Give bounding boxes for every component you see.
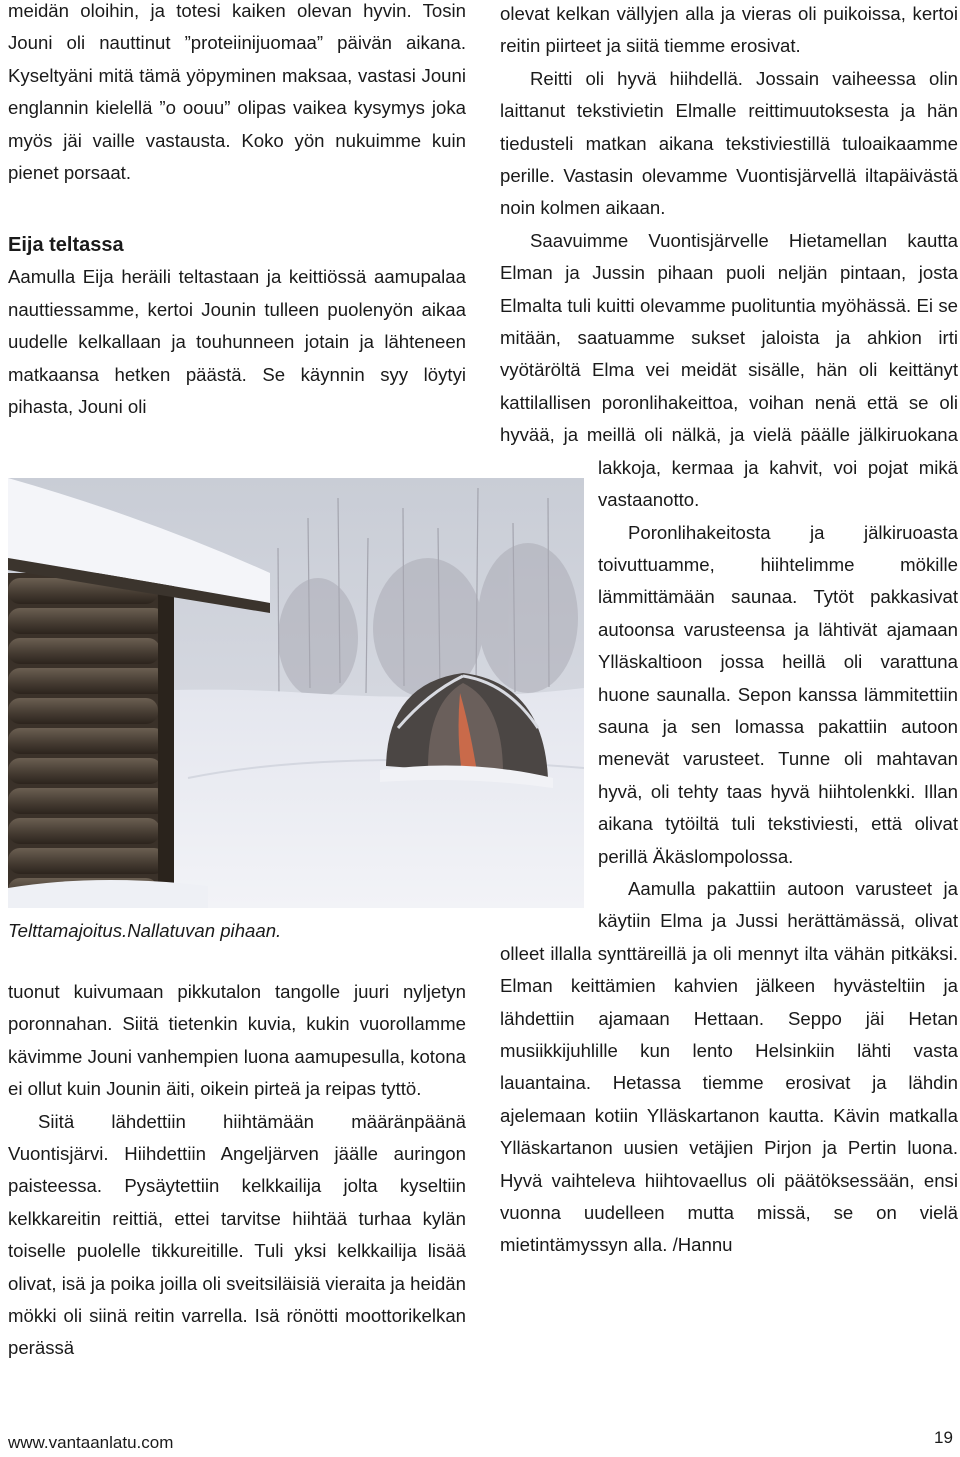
paragraph: Aamulla pakattiin autoon varusteet ja käytiin Elma ja Jussi herättämässä, olivat olleet illalla synttäreillä ja oli mennyt ilta vähän pitkäksi. Elman keittämien kahvien jälkeen hyvästeltiin ja lähdettiin ajamaan Hettaan. Seppo jäi Hetan musiikkijuhlille kun lento Helsinkiin lähti vasta lauantaina. Hetassa tiemme erosivat ja lähdin ajelemaan kotiin Ylläskartanon kautta. Kävin matkalla Ylläskartanon uusien vetäjien Pirjon ja Pertin luona. Hyvä vaihteleva hiihtovaellus oli päätöksessään, ensi vuonna uudelleen mutta missä, se on vielä mietintämyssyn alla. /Hannu [500, 877, 958, 1256]
photo-wrap-spacer [500, 478, 598, 928]
photo-caption: Telttamajoitus.Nallatuvan pihaan. [8, 920, 282, 941]
paragraph: Reitti oli hyvä hiihdellä. Jossain vaiheessa olin laittanut tekstivietin Elmalle reittimuutoksesta ja hän tiedusteli matkan aikana tekstiviestillä tuloaikaamme perille. Vastasin olevamme Vuontisjärvellä iltapäivästä noin kolmen aikaan. [500, 67, 958, 219]
left-column-bottom [8, 976, 466, 1365]
paragraph-text: Saavuimme Vuontisjärvelle Hietamellan kautta Elman ja Jussin pihaan puoli neljän pintaan, josta Elmalta tuli kuitti olevamme puolituntia myöhässä. Ei se mitään, saatuamme sukset jaloista ja ahkion irti vyötäröltä Elma vei meidät sisälle, hän oli keittänyt kattilallisen poronlihakeittoa, voihan nenä että se oli hyvää, ja meillä oli nälkä, ja vielä päälle jälkiruokana lakkoja, kermaa ja kahvit, voi pojat mikä vastaanotto. [500, 229, 958, 511]
section-heading: Eija teltassa [8, 234, 124, 257]
paragraph: Siitä lähdettiin hiihtämään määränpäänä Vuontisjärvi. Hiihdettiin Angeljärven jäälle auringon paisteessa. Pysäytettiin kelkkailija jolta kyseltiin kelkkareitin reittiä, ettei tarvitse hiihtää turhaa kylän toiselle puolelle tikkureitille. Tuli yksi kelkkailija lisää olivat, isä ja poika joilla oli sveitsiläisiä vieraita ja heidän mökki oli siinä reitin varrella. Isä rönötti moottorikelkan perässä [8, 1110, 466, 1359]
left-column-top [8, 0, 466, 423]
paragraph: tuonut kuivumaan pikkutalon tangolle juuri nyljetyn poronnahan. Siitä tietenkin kuvia, kukin vuorollamme kävimme Jouni vanhempien luona aamupesulla, kotona ei ollut kuin Jounin äiti, oikein pirteä ja reipas tyttö. [8, 981, 466, 1100]
paragraph-continued: meidän oloihin, ja totesi kaiken olevan hyvin. Tosin Jouni oli nauttinut ”proteiinijuomaa” päivän aikana. Kyseltyäni mitä tämä yöpyminen maksaa, vastasi Jouni englannin kielellä ”o oouu” olipas vaikea kysymys joka myös jäi vaille vastausta. Koko yön nukuimme kuin pienet porsaat. [8, 0, 466, 184]
paragraph: Aamulla Eija heräili teltastaan ja keittiössä aamupalaa nauttiessamme, kertoi Jounin tulleen puolenyön aikaa uudelle kelkallaan ja touhunneen jotain ja lähteneen matkaansa hetken päästä. Se käynnin syy löytyi pihasta, Jouni oli [8, 266, 466, 418]
photo-tent-and-log-cabin [8, 478, 584, 908]
paragraph-continued: olevat kelkan vällyjen alla ja vieras oli puikoissa, kertoi reitin piirteet ja siitä tiemme erosivat. [500, 3, 958, 57]
footer-url: www.vantaanlatu.com [8, 1433, 174, 1452]
paragraph [500, 225, 958, 517]
right-column [500, 0, 958, 1262]
page-number: 19 [934, 1428, 953, 1447]
paragraph: Poronlihakeitosta ja jälkiruoasta toivuttuamme, hiihtelimme mökille lämmittämään saunaa. Tytöt pakkasivat autoonsa varusteensa ja lähtivät ajamaan Ylläskaltioon jossa heillä oli varattuna huone saunalla. Sepon kanssa lämmitettiin sauna ja sen lomassa pakattiin autoon menevät varusteet. Tunne oli mahtavan hyvä, oli tehty taas hyvä hiihtolenkki. Illan aikana tytöiltä tuli tekstiviesti, että olivat perillä Äkäslompolossa. [598, 521, 958, 867]
